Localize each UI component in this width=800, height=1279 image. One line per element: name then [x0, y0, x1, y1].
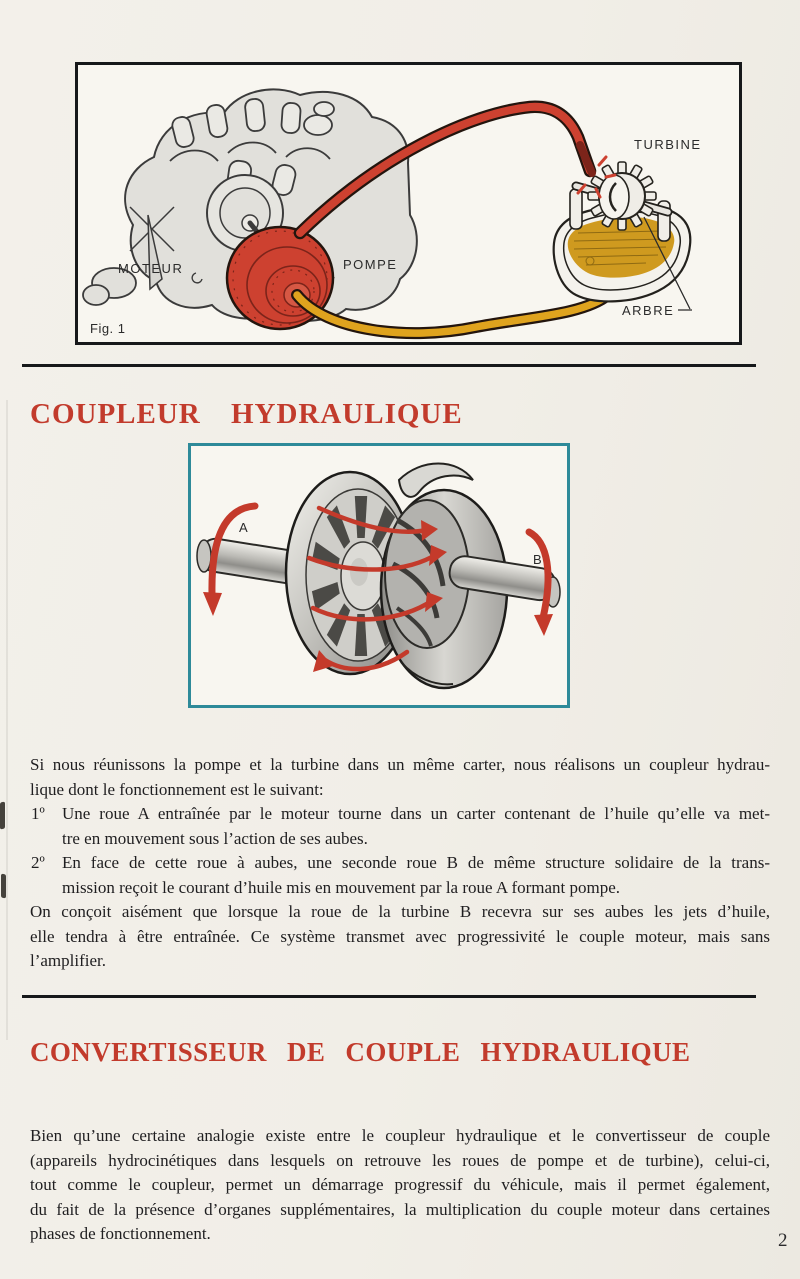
page-number: 2 [778, 1230, 788, 1251]
figure-1-illustration [78, 65, 739, 342]
label-wheel-b: B [533, 552, 544, 567]
numbered-item-1 [30, 802, 770, 851]
text-line: elle tendra à être entraînée. Ce système transmet avec progressivité le couple moteur, mais sans [30, 926, 770, 946]
text-line: (appareils hydrocinétiques dans lesquels on retrouve les roues de pompe et de turbine), celui-ci, [30, 1150, 770, 1170]
label-turbine: TURBINE [634, 137, 702, 152]
text-line: Bien qu’une certaine analogie existe entre le coupleur hydraulique et le convertisseur de couple [30, 1126, 770, 1145]
item-1-marker: 1º [31, 804, 45, 823]
figure-2-frame [188, 443, 570, 708]
text-line: Une roue A entraînée par le moteur tourne dans un carter contenant de l’huile qu’elle va met- [62, 804, 770, 823]
section-divider-rule [22, 364, 756, 367]
label-arbre: ARBRE [622, 303, 675, 318]
text-line: lique dont le fonctionnement est le suivant: [30, 779, 324, 799]
text-line: phases de fonctionnement. [30, 1224, 211, 1243]
figure-2-illustration [191, 446, 567, 705]
text-line: tre en mouvement sous l’action de ses aubes. [62, 828, 368, 848]
text-line: En face de cette roue à aubes, une seconde roue B de même structure solidaire de la trans- [62, 853, 770, 872]
item-2-marker: 2º [31, 853, 45, 872]
converter-body-text [30, 1124, 770, 1247]
section-divider-rule [22, 995, 756, 998]
label-moteur: MOTEUR [118, 261, 184, 276]
text-line: mission reçoit le courant d’huile mis en mouvement par la roue A formant pompe. [62, 877, 621, 897]
text-line: On conçoit aisément que lorsque la roue de la turbine B recevra sur ses aubes les jets d’huile, [30, 902, 770, 921]
label-wheel-a: A [239, 520, 250, 535]
binding-mark [0, 801, 5, 829]
page-edge-shade [6, 400, 8, 1040]
text-line: tout comme le coupleur, permet un démarrage progressif du véhicule, mais il permet également, [30, 1175, 770, 1194]
label-pompe: POMPE [343, 257, 398, 272]
text-line: du fait de la présence d’organes supplémentaires, la multiplication du couple moteur dans certaines [30, 1199, 770, 1219]
text-line: Si nous réunissons la pompe et la turbine dans un même carter, nous réalisons un coupleur hydrau- [30, 755, 770, 774]
section-title-coupleur: COUPLEUR HYDRAULIQUE [30, 398, 463, 430]
coupler-body-text [30, 753, 770, 974]
numbered-item-2 [30, 851, 770, 900]
figure-1-frame [75, 62, 742, 345]
figure-1-caption: Fig. 1 [90, 321, 126, 336]
text-line: l’amplifier. [30, 951, 107, 970]
section-title-convertisseur: CONVERTISSEUR DE COUPLE HYDRAULIQUE [30, 1037, 691, 1067]
